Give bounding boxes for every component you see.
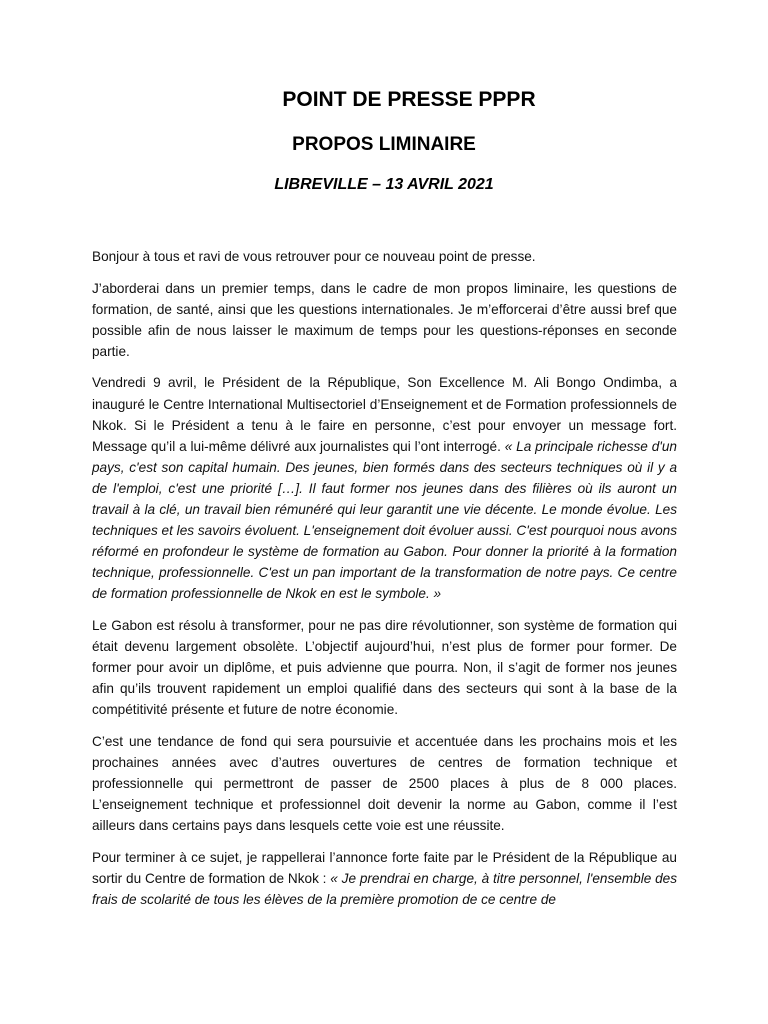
paragraph-tuition-announcement xyxy=(92,847,677,910)
paragraph-text: Bonjour à tous et ravi de vous retrouver pour ce nouveau point de presse. xyxy=(92,249,536,264)
paragraph-text: Pour terminer à ce sujet, je rappellerai l’annonce forte faite par le Président de la République au sortir du Centre de formation de Nkok : xyxy=(92,849,677,887)
presidential-quote: « La principale richesse d'un pays, c'est son capital humain. Des jeunes, bien formés dans des secteurs techniques où il y a de l'emploi, c'est une priorité […]. Il faut former nos jeunes dans des filières où ils auront un travail à la clé, un travail bien rémunéré qui leur garantit une vie décente. Le monde évolue. Les techniques et les savoirs évoluent. L'enseignement doit évoluer aussi. C'est pourquoi nous avons réformé en profondeur le système de formation au Gabon. Pour donner la priorité à la formation technique, professionnelle. C'est un pan important de la transformation de notre pays. Ce centre de formation professionnelle de Nkok en est le symbole. » xyxy=(92,438,677,602)
paragraph-text: C’est une tendance de fond qui sera poursuivie et accentuée dans les prochains mois et les prochaines années avec d’autres ouvertures de centres de formation technique et professionnelle qui permettront de passer de 2500 places à plus de 8 000 places. L’enseignement technique et professionnel doit devenir la norme au Gabon, comme il l’est ailleurs dans certains pays dans lesquels cette voie est une réussite. xyxy=(92,733,677,834)
paragraph-greeting xyxy=(92,246,677,267)
paragraph-agenda xyxy=(92,278,677,362)
document-title: POINT DE PRESSE PPPR xyxy=(282,88,536,111)
paragraph-text: Le Gabon est résolu à transformer, pour ne pas dire révolutionner, son système de formation qui était devenu largement obsolète. L’objectif aujourd’hui, n’est plus de former pour former. De former pour avoir un diplôme, et puis advienne que pourra. Non, il s’agit de former nos jeunes afin qu’ils trouvent rapidement un emploi qualifié dans des secteurs qui sont à la base de la compétitivité présente et future de notre économie. xyxy=(92,618,677,718)
paragraph-text: J’aborderai dans un premier temps, dans le cadre de mon propos liminaire, les questions de formation, de santé, ainsi que les questions internationales. Je m’efforcerai d’être aussi bref que possible afin de nous laisser le maximum de temps pour les questions-réponses en seconde partie. xyxy=(92,280,677,359)
paragraph-new-centres xyxy=(92,731,677,836)
paragraph-text: Vendredi 9 avril, le Président de la République, Son Excellence M. Ali Bongo Ondimba, a inauguré le Centre International Multisectoriel d’Enseignement et de Formation professionnels de Nkok. Si le Président a tenu à le faire en personne, c’est pour envoyer un message fort. Message qu’il a lui-même délivré aux journalistes qui l’ont interrogé. xyxy=(92,375,677,454)
document-subtitle: PROPOS LIMINAIRE xyxy=(292,134,476,155)
document-body xyxy=(92,246,677,921)
paragraph-training-reform xyxy=(92,615,677,720)
document-place-date: LIBREVILLE – 13 AVRIL 2021 xyxy=(274,176,494,193)
paragraph-nkok-inauguration xyxy=(92,372,677,604)
presidential-quote: « Je prendrai en charge, à titre personnel, l'ensemble des frais de scolarité de tous les élèves de la première promotion de ce centre de xyxy=(92,871,678,908)
